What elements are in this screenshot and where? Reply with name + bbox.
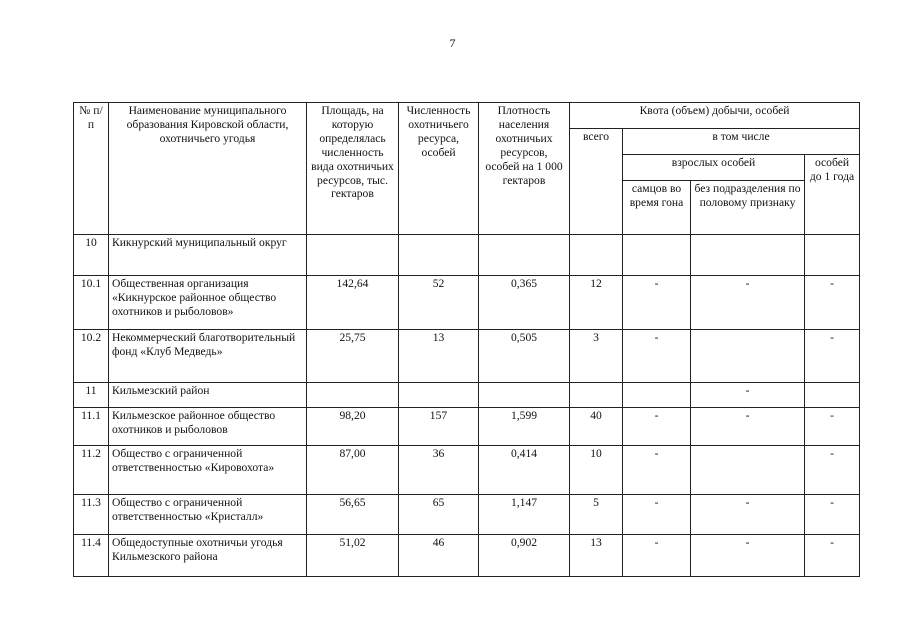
row-num: 11.4: [74, 535, 109, 577]
row-population: 36: [399, 446, 479, 495]
row-juveniles: -: [805, 276, 860, 330]
header-name: Наименование муниципального образования Кировской области, охотничьего угодья: [109, 103, 307, 235]
row-name: Общество с ограниченной ответственностью «Кристалл»: [109, 495, 307, 535]
row-no-sex: -: [691, 276, 805, 330]
row-area: 56,65: [307, 495, 399, 535]
table-row: [74, 495, 860, 535]
row-density: 1,147: [479, 495, 570, 535]
header-quota: Квота (объем) добычи, особей: [570, 103, 860, 129]
row-population: [399, 383, 479, 408]
table-row: [74, 330, 860, 383]
row-no-sex: -: [691, 408, 805, 446]
row-juveniles: -: [805, 446, 860, 495]
hunting-quota-table: [73, 102, 860, 577]
row-males-rut: [623, 235, 691, 276]
row-density: [479, 383, 570, 408]
row-area: 142,64: [307, 276, 399, 330]
row-population: [399, 235, 479, 276]
row-name: Кикнурский муниципальный округ: [109, 235, 307, 276]
row-name: Некоммерческий благотворительный фонд «Клуб Медведь»: [109, 330, 307, 383]
row-population: 52: [399, 276, 479, 330]
row-total: 3: [570, 330, 623, 383]
header-population: Численность охотничьего ресурса, особей: [399, 103, 479, 235]
header-including: в том числе: [623, 129, 860, 155]
row-no-sex: -: [691, 383, 805, 408]
row-no-sex: [691, 235, 805, 276]
table-row: [74, 235, 860, 276]
row-no-sex: [691, 330, 805, 383]
header-males-rut: самцов во время гона: [623, 181, 691, 235]
row-name: Кильмезское районное общество охотников и рыболовов: [109, 408, 307, 446]
page-number: 7: [449, 36, 456, 50]
row-total: 40: [570, 408, 623, 446]
row-area: [307, 235, 399, 276]
row-no-sex: [691, 446, 805, 495]
row-no-sex: -: [691, 535, 805, 577]
row-total: [570, 235, 623, 276]
header-juveniles: особей до 1 года: [805, 155, 860, 235]
header-no-sex-division: без подразделения по половому признаку: [691, 181, 805, 235]
row-total: 10: [570, 446, 623, 495]
row-population: 46: [399, 535, 479, 577]
row-males-rut: -: [623, 446, 691, 495]
header-area: Площадь, на которую определялась численность вида охотничьих ресурсов, тыс. гектаров: [307, 103, 399, 235]
row-num: 11.2: [74, 446, 109, 495]
row-area: 98,20: [307, 408, 399, 446]
row-males-rut: [623, 383, 691, 408]
row-population: 157: [399, 408, 479, 446]
row-total: 12: [570, 276, 623, 330]
row-juveniles: -: [805, 408, 860, 446]
row-density: 0,505: [479, 330, 570, 383]
row-num: 10.2: [74, 330, 109, 383]
row-males-rut: -: [623, 276, 691, 330]
row-area: 87,00: [307, 446, 399, 495]
table-row: [74, 446, 860, 495]
row-num: 10: [74, 235, 109, 276]
row-males-rut: -: [623, 408, 691, 446]
table-row: [74, 383, 860, 408]
row-area: 51,02: [307, 535, 399, 577]
row-males-rut: -: [623, 495, 691, 535]
table-row: [74, 276, 860, 330]
row-juveniles: [805, 383, 860, 408]
row-juveniles: -: [805, 535, 860, 577]
row-num: 11: [74, 383, 109, 408]
row-num: 10.1: [74, 276, 109, 330]
row-total: 13: [570, 535, 623, 577]
row-num: 11.3: [74, 495, 109, 535]
header-adults: взрослых особей: [623, 155, 805, 181]
row-juveniles: -: [805, 495, 860, 535]
row-name: Общедоступные охотничьи угодья Кильмезского района: [109, 535, 307, 577]
row-density: 0,414: [479, 446, 570, 495]
header-density: Плотность населения охотничьих ресурсов, особей на 1 000 гектаров: [479, 103, 570, 235]
table-row: [74, 535, 860, 577]
row-area: [307, 383, 399, 408]
row-num: 11.1: [74, 408, 109, 446]
row-no-sex: -: [691, 495, 805, 535]
row-density: 1,599: [479, 408, 570, 446]
row-males-rut: -: [623, 535, 691, 577]
row-density: [479, 235, 570, 276]
row-density: 0,902: [479, 535, 570, 577]
row-total: [570, 383, 623, 408]
row-name: Кильмезский район: [109, 383, 307, 408]
row-juveniles: -: [805, 330, 860, 383]
row-density: 0,365: [479, 276, 570, 330]
header-num: № п/п: [74, 103, 109, 235]
row-area: 25,75: [307, 330, 399, 383]
row-males-rut: -: [623, 330, 691, 383]
header-total: всего: [570, 129, 623, 235]
row-name: Общественная организация «Кикнурское районное общество охотников и рыболовов»: [109, 276, 307, 330]
row-name: Общество с ограниченной ответственностью «Кировохота»: [109, 446, 307, 495]
row-population: 65: [399, 495, 479, 535]
row-total: 5: [570, 495, 623, 535]
row-population: 13: [399, 330, 479, 383]
row-juveniles: [805, 235, 860, 276]
table-row: [74, 408, 860, 446]
